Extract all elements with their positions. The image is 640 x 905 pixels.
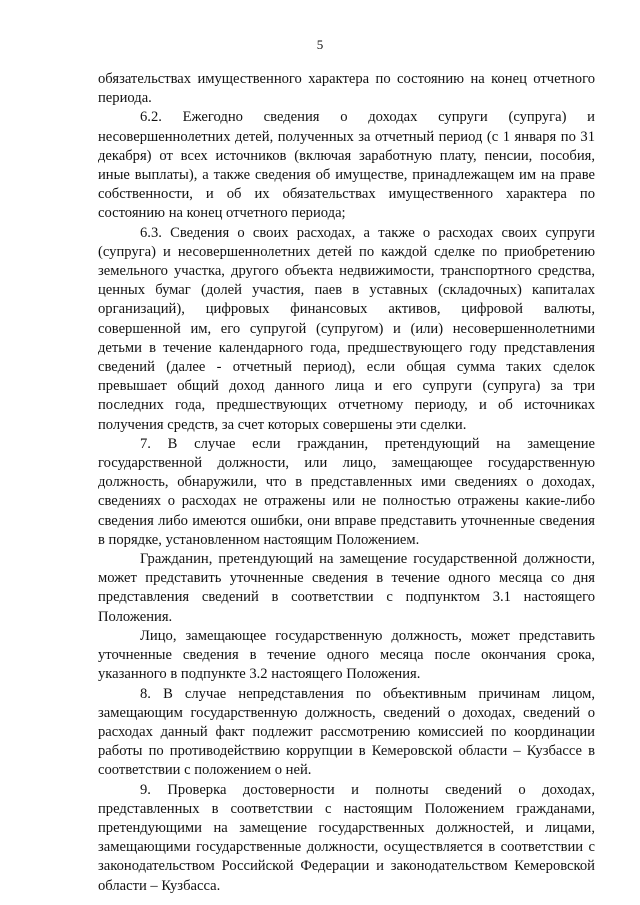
document-body: [98, 70, 595, 896]
paragraph-6-1-continuation: обязательствах имущественного характера по состоянию на конец отчетного периода.: [98, 71, 595, 107]
paragraph-8: 8. В случае непредставления по объективным причинам лицом, замещающим государственную должность, сведений о доходах, сведений о расходах данный факт подлежит рассмотрению комиссией по координации работы по противодействию коррупции в Кемеровской области – Кузбассе в соответствии с положением о ней.: [98, 685, 595, 779]
paragraph-6-2: 6.2. Ежегодно сведения о доходах супруги (супруга) и несовершеннолетних детей, полученных за отчетный период (с 1 января по 31 декабря) от всех источников (включая заработную плату, пенсии, пособия, иные выплаты), а также сведения об имуществе, принадлежащем им на праве собственности, и об их обязательствах имущественного характера по состоянию на конец отчетного периода;: [98, 109, 595, 222]
page-number: 5: [316, 37, 324, 52]
paragraph-7: 7. В случае если гражданин, претендующий на замещение государственной должности, или лицо, замещающее государственную должность, обнаружили, что в представленных ими сведениях о доходах, сведениях о расходах не отражены или не полностью отражены какие-либо сведения либо имеются ошибки, они вправе представить уточненные сведения в порядке, установленном настоящим Положением.: [98, 435, 595, 548]
paragraph-9: 9. Проверка достоверности и полноты сведений о доходах, представленных в соответствии с настоящим Положением гражданами, претендующими на замещение государственных должностей, и лицами, замещающими государственные должности, осуществляется в соответствии с законодательством Российской Федерации и законодательством Кемеровской области – Кузбасса.: [98, 781, 595, 894]
paragraph-6-3: 6.3. Сведения о своих расходах, а также о расходах своих супруги (супруга) и несовершеннолетних детей по каждой сделке по приобретению земельного участка, другого объекта недвижимости, транспортного средства, ценных бумаг (долей участия, паев в уставных (складочных) капиталах организаций), цифровых финансовых активов, цифровой валюты, совершенной им, его супругой (супругом) и (или) несовершеннолетними детьми в течение календарного года, предшествующего году представления сведений (далее - отчетный период), если общая сумма таких сделок превышает общий доход данного лица и его супруги (супруга) за три последних года, предшествующих отчетному периоду, и об источниках получения средств, за счет которых совершены эти сделки.: [98, 224, 595, 433]
paragraph-7-citizen: Гражданин, претендующий на замещение государственной должности, может представить уточненные сведения в течение одного месяца со дня представления сведений в соответствии с подпунктом 3.1 настоящего Положения.: [98, 551, 595, 625]
paragraph-7-official: Лицо, замещающее государственную должность, может представить уточненные сведения в течение одного месяца после окончания срока, указанного в подпункте 3.2 настоящего Положения.: [98, 627, 595, 683]
